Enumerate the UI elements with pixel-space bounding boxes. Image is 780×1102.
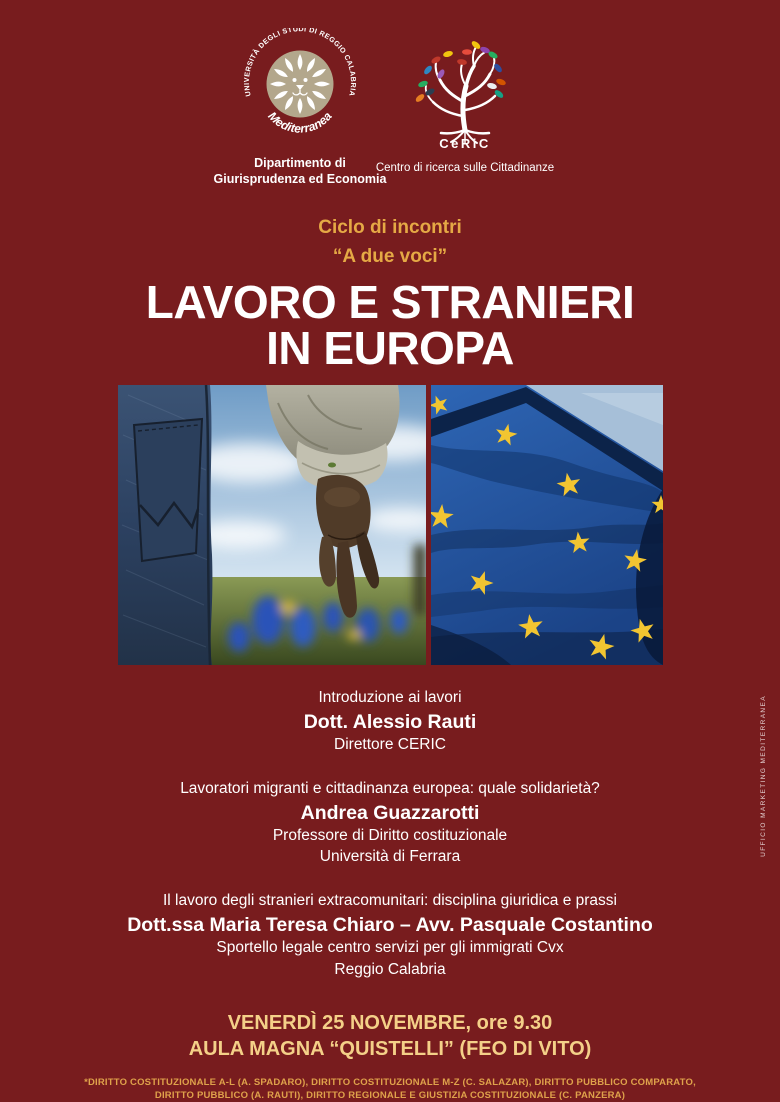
session-detail: Reggio Calabria [334,960,446,978]
footnote [0,1077,780,1102]
session-detail: Professore di Diritto costituzionale [272,826,508,844]
session-topic: Lavoratori migranti e cittadinanza europea: quale solidarietà? [180,779,600,797]
jeans [118,385,212,665]
program-session-3 [0,892,780,980]
session-topic: Introduzione ai lavori [318,689,462,706]
footnote-line-1: *DIRITTO COSTITUZIONALE A-L (A. SPADARO), DIRITTO COSTITUZIONALE M-Z (C. SALAZAR), DIRITTO PUBBLICO COMPARATO, [84,1077,696,1089]
program-session-1 [0,689,780,756]
university-logo [203,28,397,188]
department-name [203,155,397,188]
session-speakers: Andrea Guazzarotti [300,801,480,824]
session-detail: Direttore CERIC [334,736,446,753]
session-detail: Università di Ferrara [319,848,461,866]
series-line-1: Ciclo di incontri [318,217,462,238]
page-title [0,276,780,374]
title-line-2: IN EUROPA [266,322,514,374]
event-venue: AULA MAGNA “QUISTELLI” (FEO DI VITO) [188,1038,592,1061]
seal-ring-text: UNIVERSITÀ DEGLI STUDI DI REGGIO CALABRIA [241,28,359,98]
footnote-line-2: DIRITTO PUBBLICO (A. RAUTI), DIRITTO REGIONALE E GIUSTIZIA COSTITUZIONALE (C. PANZERA) [154,1089,626,1101]
photo-strip [0,385,780,665]
seal-script-text: Mediterranea [265,108,335,136]
department-line-2: Giurisprudenza ed Economia [213,172,387,187]
program-session-2 [0,780,780,868]
vertical-credit: UFFICIO MARKETING MEDITERRANEA [760,695,767,857]
ceric-tree-icon [370,40,560,152]
series-line-2: “A due voci” [332,245,448,267]
session-topic: Il lavoro degli stranieri extracomunitari: disciplina giuridica e prassi [162,892,617,910]
eu-flag-photo [431,385,663,665]
farm-worker-photo [118,385,426,665]
department-line-1: Dipartimento di [254,156,346,170]
session-speakers: Dott.ssa Maria Teresa Chiaro – Avv. Pasquale Costantino [127,914,653,937]
university-seal-icon [203,28,397,146]
program [0,689,780,980]
ceric-acronym: CeRiC [439,136,491,151]
ceric-caption: Centro di ricerca sulle Cittadinanze [375,162,555,174]
title-line-1: LAVORO E STRANIERI [145,276,635,328]
ceric-logo [370,40,560,174]
event-datetime: VENERDÌ 25 NOVEMBRE, ore 9.30 [227,1012,553,1035]
event-info [0,1010,780,1062]
session-detail: Sportello legale centro servizi per gli immigrati Cvx [216,939,564,957]
session-speakers: Dott. Alessio Rauti [303,711,477,733]
